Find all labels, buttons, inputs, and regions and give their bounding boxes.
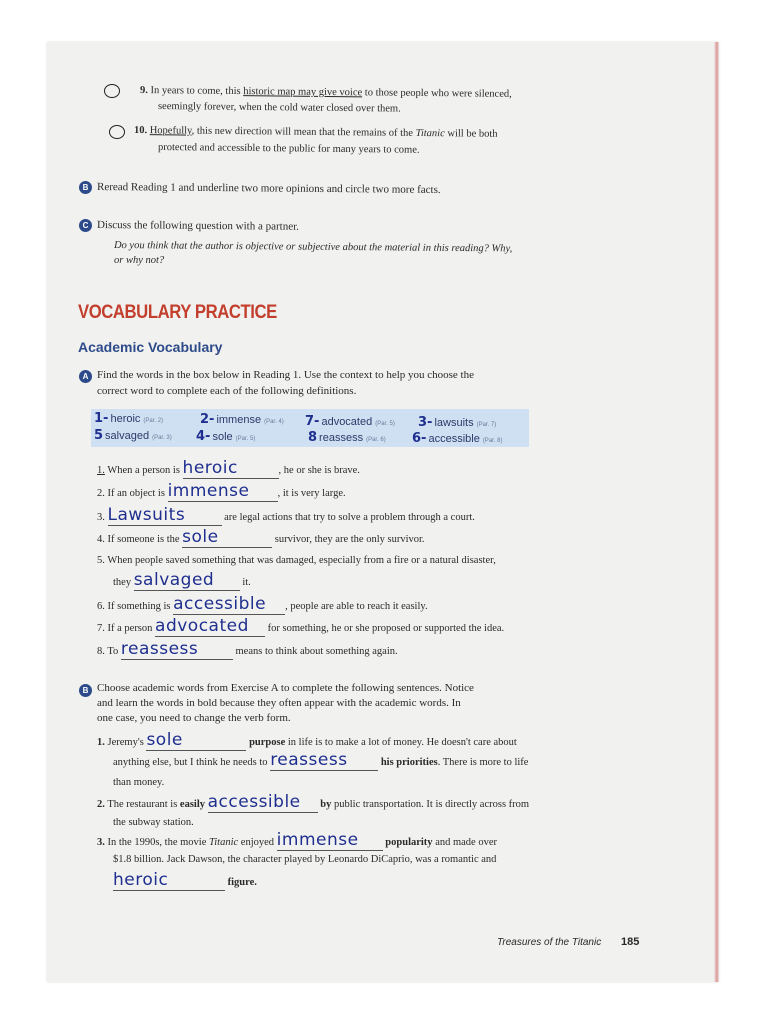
item-9-text-a: In years to come, this (150, 85, 241, 98)
sentence-3-line2: $1.8 billion. Jack Dawson, the character played by Leonardo DiCaprio, was a romantic and (113, 854, 497, 865)
word-box-item: 4- sole (Par. 5) (196, 429, 256, 444)
definition-row-cont: they salvaged it. (113, 570, 251, 590)
item-10-line2: protected and accessible to the public for many years to come. (157, 142, 420, 156)
exercise-c-question-2: or why not? (114, 255, 165, 266)
sentence-2: 2. The restaurant is easily accessible by public transportation. It is directly across from (97, 792, 530, 812)
answer-handwritten: accessible (207, 792, 301, 812)
page-edge (714, 42, 719, 982)
word-box-item: 3- lawsuits (Par. 7) (418, 415, 497, 430)
answer-handwritten: immense (276, 830, 359, 850)
item-9-num: 9. (139, 85, 148, 97)
exercise-a-badge: A (79, 370, 92, 383)
exercise-b-top-text: Reread Reading 1 and underline two more opinions and circle two more facts. (96, 181, 441, 196)
exercise-a-line2: correct word to complete each of the following definitions. (97, 385, 357, 397)
footer-title: Treasures of the Titanic (497, 937, 602, 948)
sentence-3: 3. In the 1990s, the movie Titanic enjoyed immense popularity and made over (97, 830, 497, 850)
answer-circle-9 (104, 84, 120, 98)
exercise-b-badge: B (79, 684, 92, 697)
word-box-item: 5 salvaged (Par. 3) (94, 428, 172, 443)
exercise-b-line1: Choose academic words from Exercise A to complete the following sentences. Notice (97, 682, 474, 694)
sentence-1: 1. Jeremy's sole purpose in life is to make a lot of money. He doesn't care about (97, 730, 517, 750)
definition-row: 4. If someone is the sole survivor, they are the only survivor. (97, 527, 425, 547)
exercise-c-badge: C (79, 219, 92, 232)
definition-row: 2. If an object is immense , it is very large. (97, 481, 346, 501)
item-10-text-a: , this new direction will mean that the remains of the (191, 125, 414, 139)
answer-handwritten: immense (167, 481, 250, 501)
definition-row: 1. When a person is heroic , he or she is brave. (97, 458, 360, 478)
answer-handwritten: reassess (270, 750, 348, 770)
item-10-num: 10. (133, 125, 148, 137)
word-box-item: 6- accessible (Par. 8) (412, 431, 503, 446)
exercise-a-line1: Find the words in the box below in Reading 1. Use the context to help you choose the (97, 369, 474, 381)
exercise-b-line2: and learn the words in bold because they often appear with the academic words. In (97, 697, 461, 709)
item-10-text-b: will be both (447, 128, 498, 140)
sentence-1-line2: anything else, but I think he needs to reassess his priorities. There is more to life (113, 750, 529, 770)
subsection-title: Academic Vocabulary (78, 339, 223, 355)
answer-handwritten: advocated (155, 616, 249, 636)
page-number: 185 (621, 936, 640, 948)
item-9-text-b: to those people who were silenced, (364, 87, 512, 100)
sentence-2-line2: the subway station. (113, 817, 194, 828)
answer-handwritten: Lawsuits (107, 505, 186, 525)
word-box-item: 7- advocated (Par. 5) (305, 414, 395, 429)
item-10-italic: Titanic (415, 127, 445, 140)
exercise-c-question-1: Do you think that the author is objective or subjective about the material in this reading? Why, (113, 240, 513, 255)
section-title: VOCABULARY PRACTICE (78, 302, 277, 323)
answer-handwritten: reassess (120, 639, 199, 659)
answer-handwritten: sole (146, 730, 183, 750)
answer-handwritten: sole (182, 527, 219, 547)
answer-handwritten: heroic (113, 870, 169, 890)
item-10-underlined: Hopefully (149, 125, 192, 137)
exercise-b-line3: one case, you need to change the verb form. (97, 712, 291, 724)
sentence-3-line3: heroic figure. (113, 870, 257, 890)
answer-handwritten: heroic (182, 458, 238, 478)
word-box-item: 2- immense (Par. 4) (200, 412, 284, 427)
sentence-1-line3: than money. (113, 777, 165, 788)
definition-row: 3. Lawsuits are legal actions that try to solve a problem through a court. (97, 505, 475, 525)
definition-row: 8. To reassess means to think about something again. (97, 639, 398, 659)
item-9-line2: seemingly forever, when the cold water closed over them. (157, 101, 401, 115)
answer-handwritten: accessible (173, 594, 267, 614)
definition-row: 5. When people saved something that was damaged, especially from a fire or a natural disaster, (97, 555, 496, 566)
definition-row: 7. If a person advocated for something, he or she proposed or supported the idea. (97, 616, 505, 636)
answer-circle-10 (109, 125, 125, 139)
word-box-item: 1- heroic (Par. 2) (94, 411, 164, 426)
word-box-item: 8 reassess (Par. 6) (308, 430, 386, 445)
exercise-b-top-badge: B (79, 181, 92, 194)
answer-handwritten: salvaged (133, 570, 215, 590)
definition-row: 6. If something is accessible , people are able to reach it easily. (97, 594, 428, 614)
item-9-underlined: historic map may give voice (243, 86, 363, 99)
exercise-c-text: Discuss the following question with a partner. (96, 219, 300, 233)
